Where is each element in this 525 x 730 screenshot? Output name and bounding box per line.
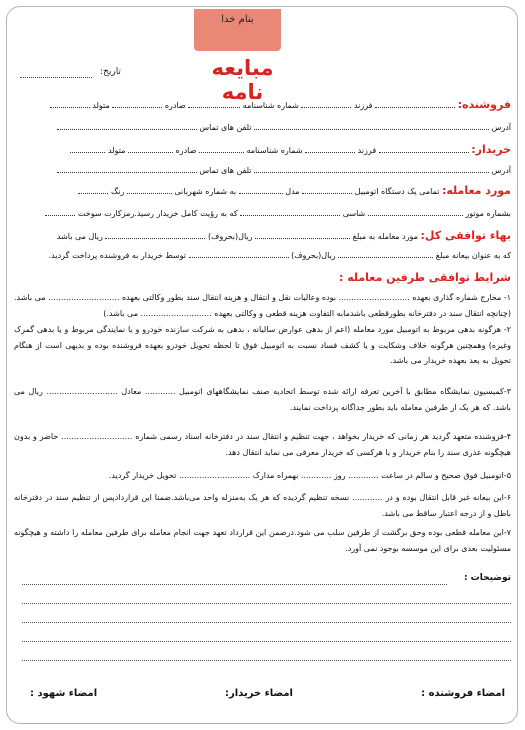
plate-label: به شماره شهربانی — [174, 187, 237, 196]
page-title: مبایعه نامه — [211, 56, 274, 104]
fuel-card-field[interactable] — [45, 208, 75, 216]
buyer-address-label: آدرس — [491, 166, 511, 175]
buyer-address-field[interactable] — [254, 165, 489, 173]
notes-line[interactable] — [22, 584, 447, 585]
deposit-paid-text: توسط خریدار به فروشنده پرداخت گردید. — [48, 251, 186, 260]
seen-text: که به رؤیت کامل خریدار رسید.رمزکارت سوخت — [77, 209, 238, 218]
clause-6: ۶-این بیعانه غیر قابل انتقال بوده و در ............ نسخه تنظیم گردیده که هر یک به‌منزله واحد می‌باشد.ضمنا این قراردادپس از تنظیم سند در دفترخانه باطل و از درجه اعتبار ساقط می باشد. — [14, 493, 511, 518]
seller-signature-label: امضاء فروشنده : — [421, 688, 505, 699]
plate-field[interactable] — [127, 186, 172, 194]
seller-issued-label: صادره — [164, 101, 186, 110]
subject-text: تمامی یک دستگاه اتومبیل — [354, 187, 440, 196]
bismillah-text: بنام خدا — [221, 14, 254, 25]
buyer-signature-label: امضاء خریدار: — [225, 688, 293, 699]
seller-son-of-label: فرزند — [353, 101, 373, 110]
car-type-field[interactable] — [302, 186, 352, 194]
notes-line[interactable] — [22, 603, 511, 604]
clause-2: ۲- هرگونه بدهی مربوط به اتومبیل مورد معامله (اعم از بدهی عوارض سالیانه ، بدهی به شرکت سازنده خودرو و یا نمایندگی مربوط و یا بدهی گمرک وغیره) وهمچنین هرگونه خلاف وشکایت و یا کشف فساد نسبت به اتومبیل فوق تا لحظه تحویل خودرو بعهده فروشنده بوده و بدیهی است از هنگام تحویل به بعد بعهده خریدار می باشد. — [14, 325, 511, 365]
notes-line[interactable] — [22, 641, 511, 642]
color-label: رنگ — [111, 187, 125, 196]
buyer-phone-label: تلفن های تماس — [199, 166, 252, 175]
notes-line[interactable] — [22, 622, 511, 623]
price-heading: بهاء توافقی کل: — [420, 229, 511, 242]
seller-name-field[interactable] — [375, 100, 455, 108]
deposit-words-label: ریال(بحروف) — [291, 251, 336, 260]
deposit-label: که به عنوان بیعانه مبلغ — [435, 251, 511, 260]
clause-7: ۷-این معامله قطعی بوده وحق برگشت از طرفین سلب می شود.درضمن این قرارداد تعهد جهت انجام معامله برای طرفین معامله را داشته و هیچگونه مسئولیت بعدی برای این موسسه بوجود نمی آورد. — [14, 528, 511, 553]
price-field[interactable] — [255, 231, 350, 239]
seller-born-label: متولد — [92, 101, 110, 110]
buyer-phone-field[interactable] — [57, 165, 197, 173]
model-label: مدل — [285, 187, 300, 196]
terms-heading: شرایط توافقی طرفین معامله : — [338, 271, 511, 284]
deposit-words-field[interactable] — [189, 250, 289, 258]
chassis-field[interactable] — [240, 208, 340, 216]
buyer-father-field[interactable] — [305, 145, 355, 153]
engine-label: بشماره موتور — [465, 209, 511, 218]
seller-address-field[interactable] — [254, 122, 489, 130]
buyer-born-label: متولد — [107, 146, 126, 155]
model-field[interactable] — [239, 186, 283, 194]
witnesses-signature-label: امضاء شهود : — [30, 688, 98, 699]
clause-3: ۳-کمیسیون نمایشگاه مطابق با آخرین تعرفه ارائه شده توسط اتحادیه صنف نمایشگاههای اتومبیل ............ معادل ............................ ریال می باشد. که هر یک از طرفین معامله باید بطور جداگانه پرداخت نمایند. — [14, 387, 511, 412]
deposit-row — [14, 250, 511, 260]
buyer-row — [14, 143, 511, 156]
buyer-name-field[interactable] — [379, 145, 469, 153]
seller-id-label: شماره شناسنامه — [242, 101, 299, 110]
seller-born-field[interactable] — [50, 100, 90, 108]
buyer-address-row — [14, 165, 511, 175]
buyer-heading: خریدار: — [471, 143, 511, 156]
seller-heading: فروشنده: — [457, 98, 511, 111]
seller-address-label: آدرس — [491, 123, 511, 132]
seller-father-field[interactable] — [301, 100, 351, 108]
engine-row — [14, 208, 511, 218]
seller-row — [14, 98, 511, 111]
deposit-field[interactable] — [338, 250, 433, 258]
buyer-son-of-label: فرزند — [357, 146, 377, 155]
color-field[interactable] — [78, 186, 108, 194]
date-label: تاریخ: — [100, 67, 121, 77]
seller-phone-field[interactable] — [57, 122, 197, 130]
clause-1: ۱- مخارج شماره گذاری بعهده ............................ بوده وعالیات نقل و انتقال و هزینه انتقال سند بطور وکالتی بعهده ............................ می باشد. (چنانچه انتقال سند در دفترخانه بطورقطعی باشدمابه التفاوت هزینه قطعی و وکالتی بعهده ............................ می باشد.) — [14, 293, 511, 318]
seller-address-row — [14, 122, 511, 132]
chassis-label: شاسی — [342, 209, 366, 218]
subject-row — [14, 184, 511, 197]
seller-issued-field[interactable] — [112, 100, 162, 108]
buyer-issued-label: صادره — [175, 146, 197, 155]
notes-line[interactable] — [22, 660, 511, 661]
notes-label: توضیحات : — [463, 573, 511, 583]
price-amount-label: مورد معامله به مبلغ — [352, 232, 418, 241]
buyer-id-field[interactable] — [199, 145, 244, 153]
price-words-label: ریال(بحروف) — [207, 232, 253, 241]
buyer-born-field[interactable] — [70, 145, 105, 153]
engine-field[interactable] — [368, 208, 463, 216]
subject-heading: مورد معامله: — [441, 184, 511, 197]
seller-phone-label: تلفن های تماس — [199, 123, 252, 132]
buyer-id-label: شماره شناسنامه — [246, 146, 303, 155]
seller-id-field[interactable] — [188, 100, 240, 108]
price-words-field[interactable] — [105, 231, 205, 239]
date-field[interactable] — [20, 77, 92, 78]
clause-5: ۵-اتومبیل فوق صحیح و سالم در ساعت ............ روز ............ بهمراه مدارک ............................ تحویل خریدار گردید. — [108, 471, 511, 480]
price-row — [14, 229, 511, 242]
buyer-issued-field[interactable] — [128, 145, 173, 153]
clause-4: ۴-فروشنده متعهد گردید هر زمانی که خریدار بخواهد ، جهت تنظیم و انتقال سند در دفترخانه اسناد رسمی شماره ............................ حاضر و بدون هیچگونه عذری سند را بنام خریدار و یا هرکسی که خریدار معرفی می نماید انتقال دهد. — [14, 432, 511, 457]
price-rial-label: ریال می باشد — [56, 232, 103, 241]
